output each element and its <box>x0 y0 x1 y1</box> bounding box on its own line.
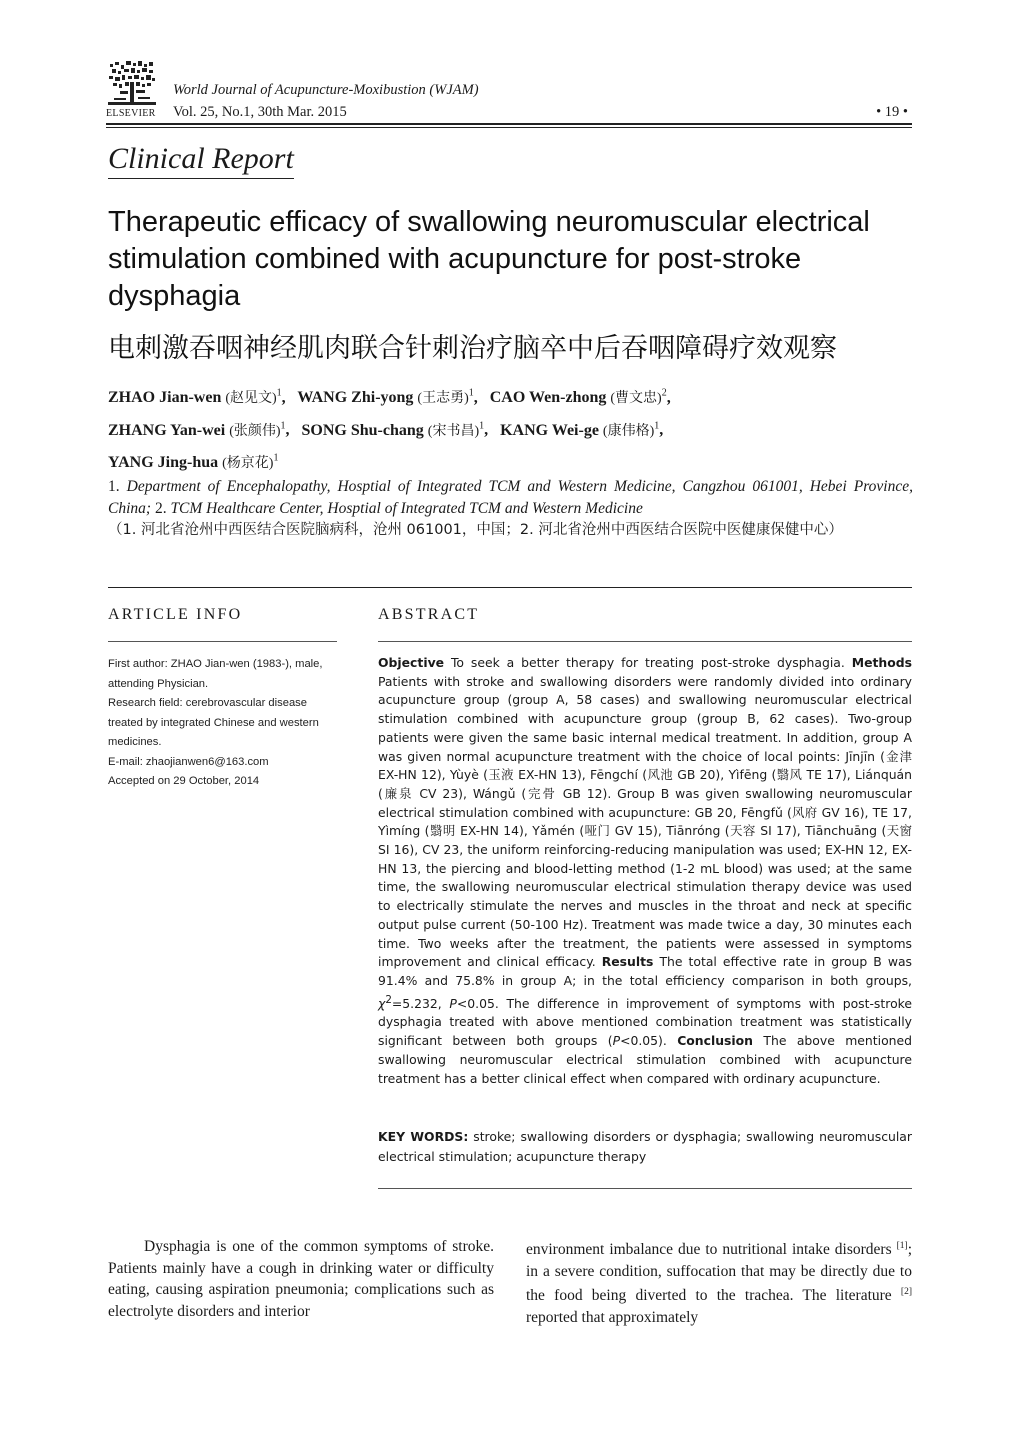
affiliation-2: TCM Healthcare Center, Hosptial of Integrated TCM and Western Medicine <box>170 499 643 517</box>
methods-label: Methods <box>851 655 912 670</box>
article-info <box>108 655 344 792</box>
accepted-date: Accepted on 29 October, 2014 <box>108 775 260 787</box>
conclusion-label: Conclusion <box>677 1033 753 1049</box>
author-list: ZHAO Jian-wen (赵见文)$^1$, WANG Zhi-yong (王志勇)$^1$, CAO Wen-zhong (曹文忠)$^2$, ZHANG Yan-wei (张颜伟)$^1$, SONG Shu-chang (宋书昌)$^1$, KANG Wei-ge (康伟格)$^1$, YANG Jing-hua (杨京花)$^1$ <box>108 388 671 471</box>
citation-ref[interactable]: [1] <box>896 1241 908 1251</box>
keywords-label: KEY WORDS: <box>378 1129 469 1144</box>
page-number: • 19 • <box>876 104 908 120</box>
divider <box>378 641 912 642</box>
results-label: Results <box>601 954 654 970</box>
author: YANG Jing-hua (杨京花)$^1$ <box>108 452 279 471</box>
elsevier-logo <box>106 60 161 120</box>
body-column-left: Dysphagia is one of the common symptoms of stroke. Patients mainly have a cough in drinking water or difficulty eating, causing aspiration pneumonia; complications such as electrolyte disorders and interior <box>108 1238 494 1320</box>
keywords: KEY WORDS: stroke; swallowing disorders or dysphagia; swallowing neuromuscular electrical stimulation; acupuncture therapy <box>378 1129 912 1164</box>
article-info-heading: ARTICLE INFO <box>108 606 243 623</box>
body-column-right: environment imbalance due to nutritional intake disorders [1]; in a severe condition, suffocation that may be directly due to the food being diverted to the trachea. The literature [2] reported that approximately <box>526 1241 912 1326</box>
affiliations: 1. Department of Encephalopathy, Hosptial of Integrated TCM and Western Medicine, Cangzhou 061001, Hebei Province, China; 2. TCM Healthcare Center, Hosptial of Integrated TCM and Western Medicine （1. 河北省沧州中西医结合医院脑病科，沧州 061001，中国；2. 河北省沧州中西医结合医院中医健康保健中心） <box>108 478 913 538</box>
citation-ref[interactable]: [2] <box>900 1287 912 1298</box>
first-author-info: First author: ZHAO Jian-wen (1983-), male, attending Physician. <box>108 658 323 690</box>
divider <box>378 1188 912 1189</box>
divider <box>108 587 912 588</box>
author: ZHAO Jian-wen (赵见文)$^1$ <box>108 388 282 407</box>
email: E-mail: zhaojianwen6@163.com <box>108 755 269 768</box>
header-rule <box>106 123 912 125</box>
objective-label: Objective <box>378 655 445 670</box>
affiliation-1: Department of Encephalopathy, Hosptial of Integrated TCM and Western Medicine, Cangzhou 061001, Hebei Province, China; <box>108 478 913 517</box>
divider <box>108 641 337 642</box>
header-rule-thin <box>106 127 912 128</box>
elsevier-tree-icon <box>106 60 158 106</box>
research-field: Research field: cerebrovascular disease treated by integrated Chinese and western medicines. <box>108 697 319 748</box>
abstract-heading: ABSTRACT <box>378 606 480 623</box>
volume-info: Vol. 25, No.1, 30th Mar. 2015 <box>173 104 347 120</box>
author: KANG Wei-ge (康伟格)$^1$ <box>500 420 660 439</box>
author: CAO Wen-zhong (曹文忠)$^2$ <box>489 388 667 407</box>
journal-title: World Journal of Acupuncture-Moxibustion (WJAM) <box>173 82 479 98</box>
author: SONG Shu-chang (宋书昌)$^1$ <box>301 420 485 439</box>
author: ZHANG Yan-wei (张颜伟)$^1$ <box>108 420 286 439</box>
article-title-chinese: 电刺激吞咽神经肌肉联合针刺治疗脑卒中后吞咽障碍疗效观察 <box>108 333 837 364</box>
affiliations-chinese: （1. 河北省沧州中西医结合医院脑病科，沧州 061001，中国；2. 河北省沧州中西医结合医院中医健康保健中心） <box>108 522 843 538</box>
section-label: Clinical Report <box>108 142 294 179</box>
publisher-name: ELSEVIER <box>106 108 156 119</box>
article-title: Therapeutic efficacy of swallowing neuromuscular electrical stimulation combined with acupuncture for post-stroke dysphagia <box>108 206 870 312</box>
abstract-body: Objective To seek a better therapy for treating post-stroke dysphagia. Methods Patients with stroke and swallowing disorders were randomly divided into ordinary acupuncture group (group A, 58 cases) and swallowing neuromuscular electrical stimulation combined with acupuncture group (group B, 62 cases). Two-group patients were given the same basic internal medical treatment. In addition, group A was given normal acupuncture treatment with the choice of local points: Jīnjīn (金津 EX-HN 12), Yùyè (玉液 EX-HN 13), Fēngchí (风池 GB 20), Yìfēng (翳风 TE 17), Liánquán (廉泉 CV 23), Wángǔ (完骨 GB 12). Group B was given swallowing neuromuscular electrical stimulation combined with acupuncture: GB 20, Fēngfǔ (风府 GV 16), TE 17, Yìmíng (翳明 EX-HN 14), Yǎmén (哑门 GV 15), Tiānróng (天容 SI 17), Tiānchuāng (天窗 SI 16), CV 23, the uniform reinforcing-reducing manipulation was used; EX-HN 12, EX-HN 13, the piercing and blood-letting method (1-2 mL blood) was used; at the same time, the swallowing neuromuscular electrical stimulation therapy device was used to electrically stimulate the nerves and muscles in the throat and neck at specific output pulse current (50-100 Hz). Treatment was made twice a day, 30 minutes each time. Two weeks after the treatment, the patients were assessed in symptoms improvement and clinical efficacy. Results The total effective rate in group B was 91.4% and 75.8% in group A; in the total efficiency comparison in both groups, $\chi^2=5.232$, P<0.05. The difference in improvement of symptoms with post-stroke dysphagia treated with above mentioned combination treatment was statistically significant between both groups (P<0.05). Conclusion The above mentioned swallowing neuromuscular electrical stimulation combined with acupuncture treatment has a better clinical effect when compared with ordinary acupuncture. <box>378 655 913 1086</box>
author: WANG Zhi-yong (王志勇)$^1$ <box>297 388 474 407</box>
